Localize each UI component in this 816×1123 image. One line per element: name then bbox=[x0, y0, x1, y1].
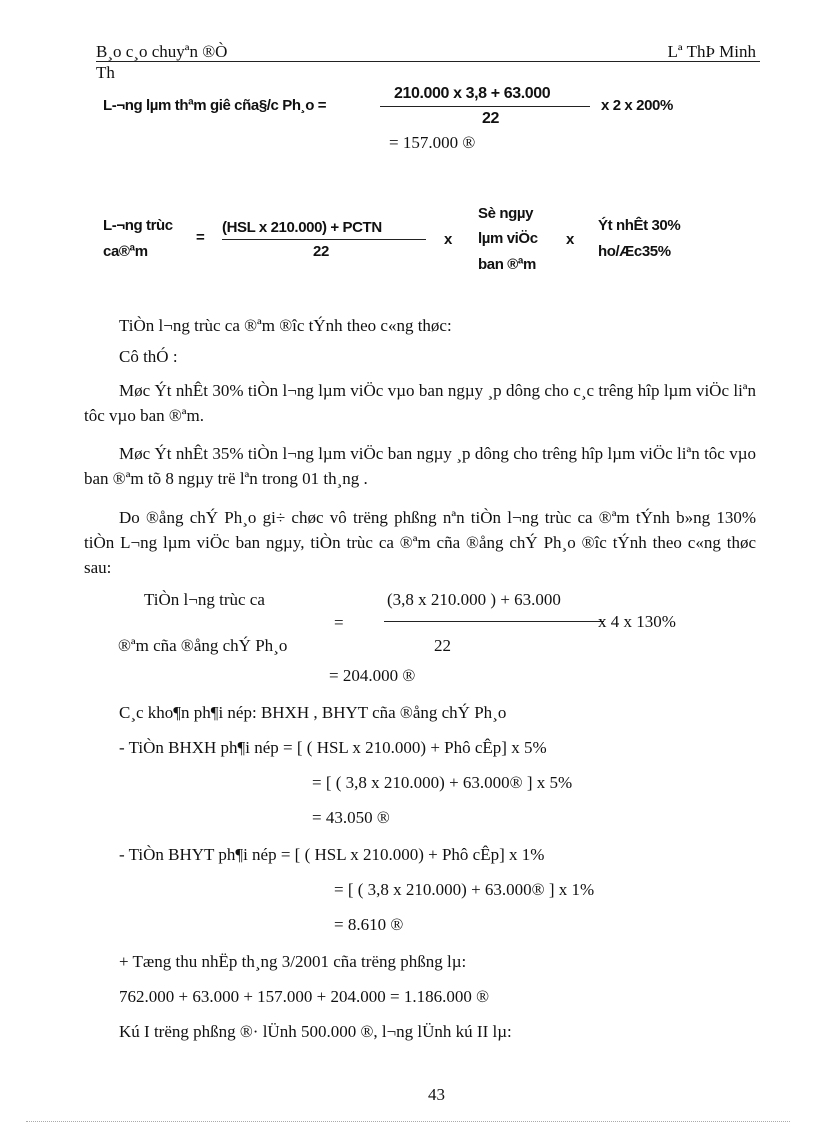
formula2-label-line1: L-¬ng trùc bbox=[103, 217, 173, 234]
total-income-heading: + Tæng thu nhËp th¸ng 3/2001 cña trëng phßng lµ: bbox=[119, 952, 467, 971]
paragraph-specifically: Cô thÓ : bbox=[119, 347, 178, 366]
formula2-rate-line2: ho/Æc35% bbox=[598, 243, 671, 260]
formula2-times1: x bbox=[444, 231, 452, 248]
formula2-fraction-bar bbox=[222, 239, 426, 240]
header-left-title: B¸o c¸o chuyªn ®Ò bbox=[96, 42, 228, 61]
bhyt-result: = 8.610 ® bbox=[334, 915, 404, 934]
header-author: Lª ThÞ Minh bbox=[667, 42, 756, 61]
paragraph-rate-30: Møc Ýt nhÊt 30% tiÒn l¬ng lµm viÖc vµo ban ngµy ¸p dông cho c¸c trêng hîp lµm viÖc liªn tôc vµo ban ®ªm. bbox=[84, 381, 756, 425]
formula1-label: L-¬ng lµm thªm giê cña§/c Ph¸o = bbox=[103, 97, 327, 114]
formula1-numerator: 210.000 x 3,8 + 63.000 bbox=[394, 85, 551, 102]
period-payment-line: Kú I trëng phßng ®· lÜnh 500.000 ®, l¬ng lÜnh kú II lµ: bbox=[119, 1022, 512, 1041]
formula2-rate-line1: Ýt nhÊt 30% bbox=[598, 217, 681, 234]
formula3-fraction-bar bbox=[384, 621, 604, 622]
formula2-denominator: 22 bbox=[313, 243, 329, 260]
paragraph-night-shift-intro: TiÒn l¬ng trùc ca ®ªm ®îc tÝnh theo c«ng thøc: bbox=[119, 316, 452, 335]
header-rule bbox=[96, 61, 760, 62]
formula3-label-line2: ®ªm cña ®ång chÝ Ph¸o bbox=[118, 636, 288, 655]
formula2-days-line1: Sè ngµy bbox=[478, 205, 534, 222]
formula2-numerator: (HSL x 210.000) + PCTN bbox=[222, 219, 382, 236]
total-income-sum: 762.000 + 63.000 + 157.000 + 204.000 = 1.186.000 ® bbox=[119, 987, 490, 1006]
formula2-days-line3: ban ®ªm bbox=[478, 256, 536, 273]
formula1-denominator: 22 bbox=[482, 110, 499, 127]
deductions-intro: C¸c kho¶n ph¶i nép: BHXH , BHYT cña ®ång chÝ Ph¸o bbox=[119, 703, 507, 722]
paragraph-130-percent: Do ®ång chÝ Ph¸o gi÷ chøc vô trëng phßng nªn tiÒn l¬ng trùc ca ®ªm tÝnh b»ng 130% tiÒn L¬ng lµm viÖc ban ngµy, tiÒn trùc ca ®ªm cña ®ång chÝ Ph¸o ®îc tÝnh theo c«ng thøc sau: bbox=[84, 508, 756, 577]
formula1-result: = 157.000 ® bbox=[389, 133, 476, 152]
formula2-times2: x bbox=[566, 231, 574, 248]
formula3-result: = 204.000 ® bbox=[329, 666, 416, 685]
bhyt-substitution: = [ ( 3,8 x 210.000) + 63.000® ] x 1% bbox=[334, 880, 595, 899]
paragraph-rate-35: Møc Ýt nhÊt 35% tiÒn l¬ng lµm viÖc ban ngµy ¸p dông cho trêng hîp lµm viÖc liªn tôc vµo ban ®ªm tõ 8 ngµy trë lªn trong 01 th¸ng . bbox=[84, 444, 756, 488]
formula3-numerator: (3,8 x 210.000 ) + 63.000 bbox=[387, 590, 561, 609]
formula3-denominator: 22 bbox=[434, 636, 451, 655]
formula2-days-line2: lµm viÖc bbox=[478, 230, 538, 247]
page-number: 43 bbox=[428, 1085, 445, 1104]
formula3-label-line1: TiÒn l¬ng trùc ca bbox=[144, 590, 265, 609]
bhxh-result: = 43.050 ® bbox=[312, 808, 390, 827]
bhxh-substitution: = [ ( 3,8 x 210.000) + 63.000® ] x 5% bbox=[312, 773, 573, 792]
formula2-equals: = bbox=[196, 229, 205, 246]
header-left-title-cont: Th bbox=[96, 63, 115, 82]
formula2-label-line2: ca®ªm bbox=[103, 243, 148, 260]
formula1-fraction-bar bbox=[380, 106, 590, 107]
page-bottom-border bbox=[26, 1121, 790, 1122]
bhyt-formula: - TiÒn BHYT ph¶i nép = [ ( HSL x 210.000) + Phô cÊp] x 1% bbox=[119, 845, 545, 864]
formula1-multiplier: x 2 x 200% bbox=[601, 97, 673, 114]
bhxh-formula: - TiÒn BHXH ph¶i nép = [ ( HSL x 210.000) + Phô cÊp] x 5% bbox=[119, 738, 547, 757]
formula3-multiplier: x 4 x 130% bbox=[598, 612, 676, 631]
formula3-equals: = bbox=[334, 613, 344, 632]
